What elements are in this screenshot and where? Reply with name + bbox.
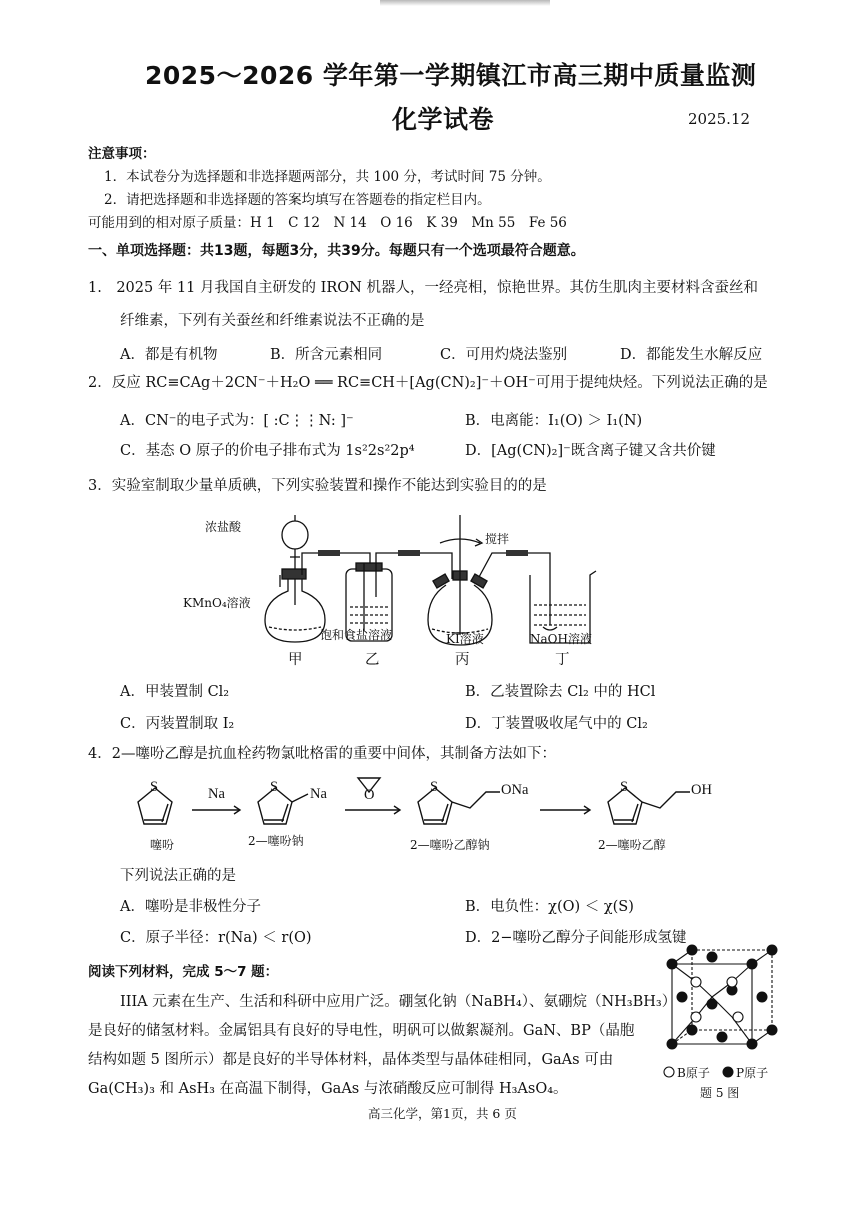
label-bing: 丙 (455, 652, 470, 668)
label-brine: 饱和食盐溶液 (320, 628, 393, 642)
substituent-ona: ONa (501, 782, 529, 798)
label-ding: 丁 (555, 652, 570, 668)
figure-5-caption: 题 5 图 (700, 1086, 740, 1100)
q3-option-d: D．丁装置吸收尾气中的 Cl₂ (465, 716, 648, 732)
s-atom-4: S (620, 779, 629, 795)
label-kmno4: KMnO₄溶液 (183, 596, 251, 610)
q3-option-a: A．甲装置制 Cl₂ (120, 684, 230, 700)
substituent-oh: OH (691, 782, 712, 798)
legend-p-label: P原子 (736, 1066, 769, 1080)
label-conc-hcl: 浓盐酸 (205, 520, 242, 534)
q1-stem-line1: 1. 2025 年 11 月我国自主研发的 IRON 机器人，一经亮相，惊艳世界。其仿生肌肉主要材料含蚕丝和 (88, 280, 758, 296)
q4-ask: 下列说法正确的是 (120, 868, 236, 884)
q3-option-c: C．丙装置制取 I₂ (120, 716, 235, 732)
exam-subtitle: 化学试卷 (392, 105, 495, 134)
q2-option-c: C．基态 O 原子的价电子排布式为 1s²2s²2p⁴ (120, 443, 415, 459)
q1-option-d: D．都能发生水解反应 (620, 347, 763, 363)
q2-option-d: D．[Ag(CN)₂]⁻既含离子键又含共价键 (465, 443, 716, 459)
name-thienyl-ethoxide: 2—噻吩乙醇钠 (410, 838, 490, 852)
label-yi: 乙 (365, 652, 380, 668)
exam-title: 2025～2026 学年第一学期镇江市高三期中质量监测 (145, 61, 757, 90)
legend-b-label: B原子 (677, 1066, 710, 1080)
q4-stem: 4．2—噻吩乙醇是抗血栓药物氯吡格雷的重要中间体，其制备方法如下： (88, 746, 556, 762)
legend-p-atom-icon (722, 1066, 734, 1078)
scan-shadow (380, 0, 550, 6)
reading-heading: 阅读下列材料，完成 5～7 题： (88, 964, 279, 980)
notes-item-2: 2．请把选择题和非选择题的答案均填写在答题卷的指定栏目内。 (104, 192, 491, 208)
reading-line-3: 结构如题 5 图所示）都是良好的半导体材料，晶体类型与晶体硅相同，GaAs 可由 (88, 1052, 614, 1068)
q1-option-c: C．可用灼烧法鉴别 (440, 347, 568, 363)
q4-option-b: B．电负性：χ(O) ＜ χ(S) (465, 899, 634, 915)
label-stir: 搅拌 (485, 532, 510, 546)
name-thienyl-ethanol: 2—噻吩乙醇 (598, 838, 666, 852)
label-ki: KI溶液 (446, 632, 484, 646)
s-atom-2: S (270, 779, 279, 795)
notes-item-1: 1．本试卷分为选择题和非选择题两部分，共 100 分，考试时间 75 分钟。 (104, 169, 551, 185)
q1-stem-line2: 纤维素，下列有关蚕丝和纤维素说法不正确的是 (120, 313, 425, 329)
label-naoh: NaOH溶液 (530, 632, 592, 646)
s-atom-1: S (150, 779, 159, 795)
q4-option-c: C．原子半径：r(Na) ＜ r(O) (120, 930, 312, 946)
substituent-na: Na (310, 786, 327, 802)
notes-heading: 注意事项： (88, 146, 156, 162)
name-thiophene: 噻吩 (150, 838, 175, 852)
section-1-heading: 一、单项选择题：共13题，每题3分，共39分。每题只有一个选项最符合题意。 (88, 243, 585, 259)
label-jia: 甲 (288, 652, 303, 668)
atomic-masses: 可能用到的相对原子质量：H 1 C 12 N 14 O 16 K 39 Mn 55 Fe 56 (88, 215, 567, 231)
exam-date: 2025.12 (688, 110, 751, 128)
reagent-na: Na (208, 786, 225, 802)
q2-stem: 2．反应 RC≡CAg＋2CN⁻＋H₂O ══ RC≡CH＋[Ag(CN)₂]⁻＋OH⁻可用于提纯炔烃。下列说法正确的是 (88, 375, 768, 391)
legend-b-atom-icon (663, 1066, 675, 1078)
q4-option-d: D．2−噻吩乙醇分子间能形成氢键 (465, 930, 687, 946)
epoxide-o: O (364, 787, 375, 803)
q2-option-b: B．电离能：I₁(O) ＞ I₁(N) (465, 413, 643, 429)
s-atom-3: S (430, 779, 439, 795)
reading-line-1: IIIA 元素在生产、生活和科研中应用广泛。硼氢化钠（NaBH₄）、氨硼烷（NH₃BH₃） (120, 994, 677, 1010)
reading-line-4: Ga(CH₃)₃ 和 AsH₃ 在高温下制得，GaAs 与浓硝酸反应可制得 H₃AsO₄。 (88, 1081, 568, 1097)
bp-unit-cell-figure (660, 942, 790, 1067)
q1-option-b: B．所含元素相同 (270, 347, 383, 363)
reading-line-2: 是良好的储氢材料。金属铝具有良好的导电性，明矾可以做絮凝剂。GaN、BP（晶胞 (88, 1023, 635, 1039)
q1-option-a: A．都是有机物 (120, 347, 218, 363)
q3-option-b: B．乙装置除去 Cl₂ 中的 HCl (465, 684, 656, 700)
name-thienyl-sodium: 2—噻吩钠 (248, 834, 304, 848)
q3-stem: 3．实验室制取少量单质碘，下列实验装置和操作不能达到实验目的的是 (88, 478, 547, 494)
q2-option-a: A．CN⁻的电子式为：[ :C⋮⋮N: ]⁻ (120, 413, 354, 429)
q4-option-a: A．噻吩是非极性分子 (120, 899, 261, 915)
page-footer: 高三化学，第1页，共 6 页 (368, 1106, 517, 1121)
